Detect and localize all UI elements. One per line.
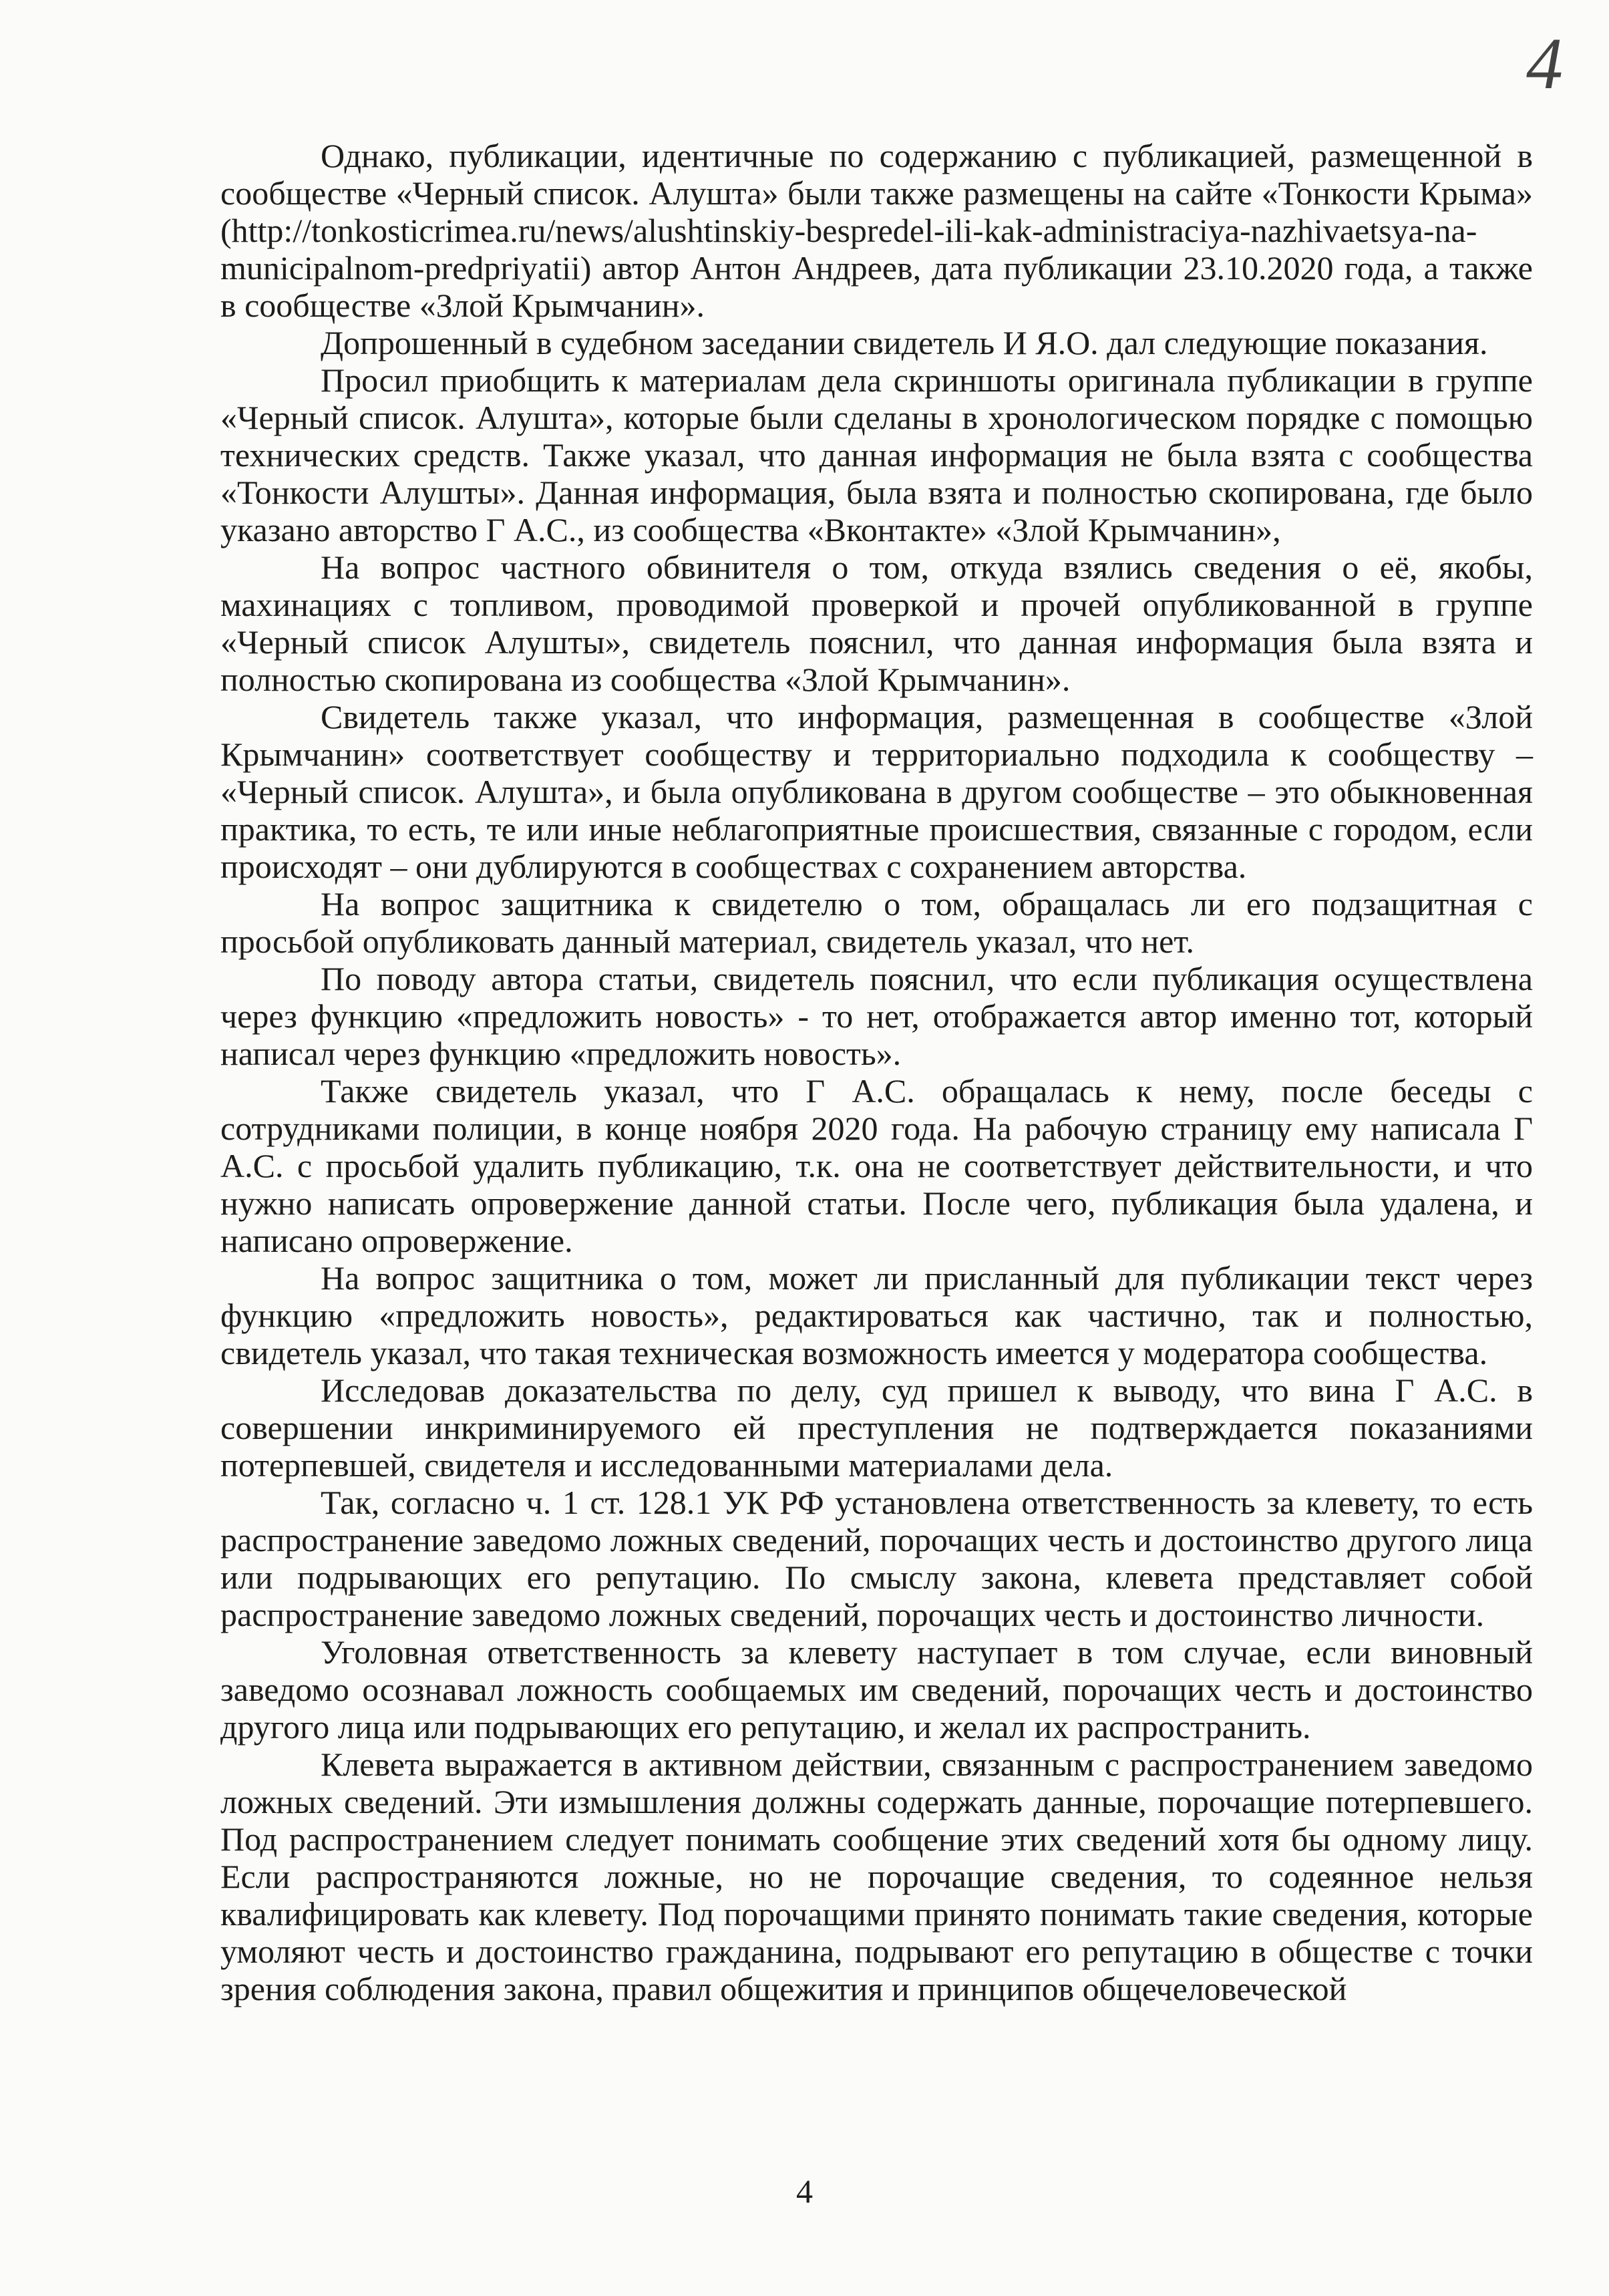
page-number: 4 xyxy=(796,2172,813,2210)
paragraph-6: На вопрос защитника к свидетелю о том, обращалась ли его подзащитная с просьбой опубликовать данный материал, свидетель указал, что нет. xyxy=(220,885,1533,960)
paragraph-12: Уголовная ответственность за клевету наступает в том случае, если виновный заведомо осознавал ложность сообщаемых им сведений, порочащих честь и достоинство другого лица или подрывающих его репутацию, и желал их распространить. xyxy=(220,1633,1533,1746)
paragraph-11: Так, согласно ч. 1 ст. 128.1 УК РФ установлена ответственность за клевету, то есть распространение заведомо ложных сведений, порочащих честь и достоинство другого лица или подрывающих его репутацию. По смыслу закона, клевета представляет собой распространение заведомо ложных сведений, порочащих честь и достоинство личности. xyxy=(220,1484,1533,1633)
paragraph-8: Также свидетель указал, что Г А.С. обращалась к нему, после беседы с сотрудниками полиции, в конце ноября 2020 года. На рабочую страницу ему написала Г А.С. с просьбой удалить публикацию, т.к. она не соответствует действительности, и что нужно написать опровержение данной статьи. После чего, публикация была удалена, и написано опровержение. xyxy=(220,1072,1533,1259)
paragraph-7: По поводу автора статьи, свидетель пояснил, что если публикация осуществлена через функцию «предложить новость» - то нет, отображается автор именно тот, который написал через функцию «предложить новость». xyxy=(220,960,1533,1072)
paragraph-4: На вопрос частного обвинителя о том, откуда взялись сведения о её, якобы, махинациях с топливом, проводимой проверкой и прочей опубликованной в группе «Черный список Алушты», свидетель пояснил, что данная информация была взята и полностью скопирована из сообщества «Злой Крымчанин». xyxy=(220,548,1533,698)
handwritten-page-mark: 4 xyxy=(1526,23,1563,104)
paragraph-5: Свидетель также указал, что информация, размещенная в сообществе «Злой Крымчанин» соответствует сообществу и территориально подходила к сообществу – «Черный список. Алушта», и была опубликована в другом сообществе – это обыкновенная практика, то есть, те или иные неблагоприятные происшествия, связанные с городом, если происходят – они дублируются в сообществах с сохранением авторства. xyxy=(220,698,1533,885)
paragraph-9: На вопрос защитника о том, может ли присланный для публикации текст через функцию «предложить новость», редактироваться как частично, так и полностью, свидетель указал, что такая техническая возможность имеется у модератора сообщества. xyxy=(220,1259,1533,1371)
paragraph-1: Однако, публикации, идентичные по содержанию с публикацией, размещенной в сообществе «Черный список. Алушта» были также размещены на сайте «Тонкости Крыма» (http://tonkosticrimea.ru/news/alushtinskiy-bespredel-ili-kak-administraciya-nazhivaetsya-na-municipalnom-predpriyatii) автор Антон Андреев, дата публикации 23.10.2020 года, а также в сообществе «Злой Крымчанин». xyxy=(220,137,1533,324)
paragraph-3: Просил приобщить к материалам дела скриншоты оригинала публикации в группе «Черный список. Алушта», которые были сделаны в хронологическом порядке с помощью технических средств. Также указал, что данная информация не была взята с сообщества «Тонкости Алушты». Данная информация, была взята и полностью скопирована, где было указано авторство Г А.С., из сообщества «Вконтакте» «Злой Крымчанин», xyxy=(220,361,1533,548)
paragraph-2: Допрошенный в судебном заседании свидетель И Я.О. дал следующие показания. xyxy=(321,324,1488,361)
paragraph-10: Исследовав доказательства по делу, суд пришел к выводу, что вина Г А.С. в совершении инкриминируемого ей преступления не подтверждается показаниями потерпевшей, свидетеля и исследованными материалами дела. xyxy=(220,1371,1533,1484)
document-body xyxy=(220,137,1533,2007)
paragraph-13: Клевета выражается в активном действии, связанным с распространением заведомо ложных сведений. Эти измышления должны содержать данные, порочащие потерпевшего. Под распространением следует понимать сообщение этих сведений хотя бы одному лицу. Если распространяются ложные, но не порочащие сведения, то содеянное нельзя квалифицировать как клевету. Под порочащими принято понимать такие сведения, которые умоляют честь и достоинство гражданина, подрывают его репутацию в обществе с точки зрения соблюдения закона, правил общежития и принципов общечеловеческой xyxy=(220,1746,1533,2007)
